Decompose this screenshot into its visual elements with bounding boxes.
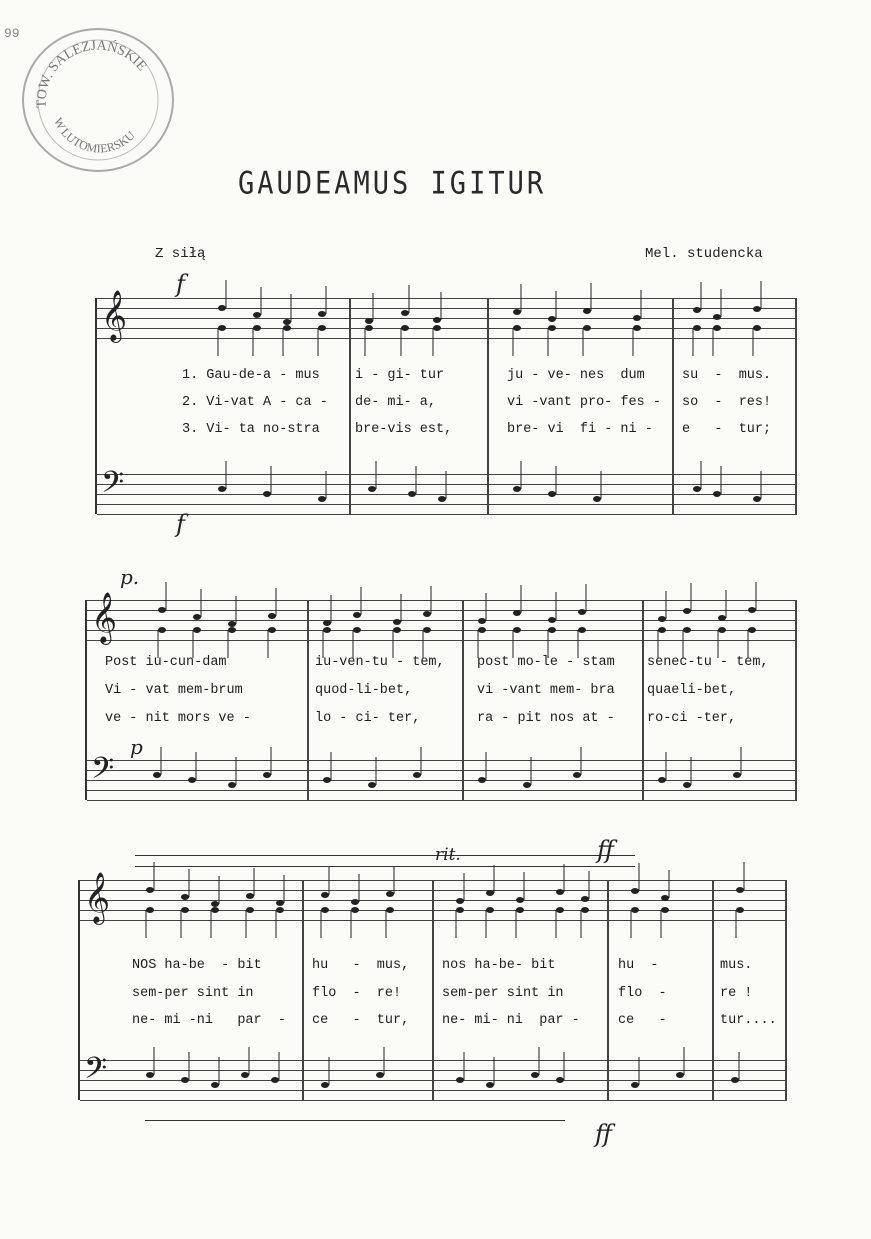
note-head xyxy=(368,486,376,492)
note-head xyxy=(323,627,331,633)
note-head xyxy=(658,777,666,783)
note-head xyxy=(753,325,761,331)
note-head xyxy=(516,907,524,913)
stamp xyxy=(22,28,174,172)
note-head xyxy=(246,893,254,899)
note-head xyxy=(753,306,761,312)
note-head xyxy=(211,907,219,913)
note-head xyxy=(713,491,721,497)
note-head xyxy=(693,325,701,331)
note-head xyxy=(228,627,236,633)
note-head xyxy=(253,312,261,318)
note-head xyxy=(321,892,329,898)
lyric-verse-2: 2. Vi-vat A - ca - xyxy=(182,395,328,410)
note-head xyxy=(386,891,394,897)
note-head xyxy=(365,325,373,331)
note-head xyxy=(283,319,291,325)
dynamic-fortissimo: ff xyxy=(597,836,615,864)
note-head xyxy=(401,310,409,316)
note-head xyxy=(748,627,756,633)
note-head xyxy=(181,894,189,900)
lyric-verse-3: ne- mi- ni par - xyxy=(442,1013,580,1028)
note-head xyxy=(438,496,446,502)
note-head xyxy=(181,907,189,913)
note-head xyxy=(486,1082,494,1088)
note-head xyxy=(318,311,326,317)
note-head xyxy=(393,619,401,625)
dynamic-fortissimo-bass: ff xyxy=(595,1120,613,1148)
note-head xyxy=(276,900,284,906)
note-head xyxy=(433,325,441,331)
note-head xyxy=(228,621,236,627)
note-head xyxy=(718,615,726,621)
lyric-verse-2: quaeli-bet, xyxy=(647,683,737,698)
note-head xyxy=(323,620,331,626)
note-head xyxy=(683,627,691,633)
note-head xyxy=(268,627,276,633)
lyric-verse-1: hu - mus, xyxy=(312,958,410,973)
svg-text:TOW. SALEZJAŃSKIE xyxy=(35,38,150,109)
melody-source: Mel. studencka xyxy=(645,246,763,262)
note-head xyxy=(228,782,236,788)
lyric-verse-2: de- mi- a, xyxy=(355,395,437,410)
note-head xyxy=(351,899,359,905)
note-head xyxy=(513,325,521,331)
note-head xyxy=(246,907,254,913)
note-head xyxy=(593,496,601,502)
lyric-verse-2: vi -vant mem- bra xyxy=(477,683,615,698)
bass-clef-icon: 𝄢 xyxy=(91,752,115,793)
note-head xyxy=(631,907,639,913)
lyric-verse-1: nos ha-be- bit xyxy=(442,958,556,973)
note-head xyxy=(218,325,226,331)
note-head xyxy=(513,486,521,492)
note-head xyxy=(193,627,201,633)
note-head xyxy=(146,887,154,893)
notes xyxy=(87,600,88,601)
note-head xyxy=(693,486,701,492)
note-head xyxy=(376,1072,384,1078)
lyric-verse-3: 3. Vi- ta no-stra xyxy=(182,422,320,437)
note-head xyxy=(486,890,494,896)
lyric-verse-2: flo - re! xyxy=(312,986,402,1001)
note-head xyxy=(318,496,326,502)
note-head xyxy=(146,907,154,913)
lyric-verse-3: e - tur; xyxy=(682,422,772,437)
note-head xyxy=(321,1082,329,1088)
bass-clef-icon: 𝄢 xyxy=(101,466,125,507)
lyric-verse-3: ce - tur, xyxy=(312,1013,410,1028)
note-head xyxy=(241,1072,249,1078)
note-head xyxy=(218,486,226,492)
dynamic-piano: p. xyxy=(120,565,140,589)
note-head xyxy=(321,907,329,913)
stamp-top-text: TOW. SALEZJAŃSKIE xyxy=(34,38,150,109)
stamp-bottom-text: W LUTOMIERSKU xyxy=(50,115,138,156)
crescendo-line xyxy=(145,1120,565,1121)
note-head xyxy=(456,1077,464,1083)
dynamic-piano-bass: p xyxy=(130,735,143,759)
note-head xyxy=(736,887,744,893)
note-head xyxy=(433,317,441,323)
note-head xyxy=(408,491,416,497)
lyric-verse-1: Post iu-cun-dam xyxy=(105,655,227,670)
lyric-verse-2: sem-per sint in xyxy=(442,986,564,1001)
note-head xyxy=(556,889,564,895)
lyric-verse-2: re ! xyxy=(720,986,753,1001)
note-head xyxy=(263,772,271,778)
note-head xyxy=(193,614,201,620)
note-head xyxy=(368,782,376,788)
lyric-verse-3: ra - pit nos at - xyxy=(477,711,615,726)
note-head xyxy=(478,777,486,783)
note-head xyxy=(486,907,494,913)
note-head xyxy=(693,307,701,313)
note-head xyxy=(188,777,196,783)
treble-clef-icon: 𝄞 xyxy=(101,290,128,341)
note-head xyxy=(276,907,284,913)
note-head xyxy=(548,325,556,331)
lyric-verse-1: 1. Gau-de-a - mus xyxy=(182,368,320,383)
note-head xyxy=(748,607,756,613)
system-2 xyxy=(85,592,797,800)
lyric-verse-1: su - mus. xyxy=(682,368,772,383)
note-head xyxy=(211,901,219,907)
lyric-verse-3: bre- vi fi - ni - xyxy=(507,422,653,437)
lyric-verse-1: hu - xyxy=(618,958,659,973)
notes xyxy=(97,298,98,299)
note-head xyxy=(351,907,359,913)
lyric-verse-2: quod-li-bet, xyxy=(315,683,413,698)
bass-staff xyxy=(97,474,797,514)
lyric-verse-2: flo - xyxy=(618,986,667,1001)
lyric-verse-3: lo - ci- ter, xyxy=(315,711,421,726)
lyric-verse-3: ro-ci -ter, xyxy=(647,711,737,726)
dynamic-forte: f xyxy=(176,270,185,298)
note-head xyxy=(353,612,361,618)
note-head xyxy=(271,1077,279,1083)
system-1 xyxy=(95,290,797,514)
note-head xyxy=(753,496,761,502)
treble-clef-icon: 𝄞 xyxy=(91,592,118,643)
note-head xyxy=(661,895,669,901)
note-head xyxy=(181,1077,189,1083)
note-head xyxy=(583,325,591,331)
lyric-verse-3: ve - nit mors ve - xyxy=(105,711,251,726)
lyric-verse-1: iu-ven-tu - tem, xyxy=(315,655,445,670)
note-head xyxy=(661,907,669,913)
note-head xyxy=(633,325,641,331)
note-head xyxy=(733,772,741,778)
note-head xyxy=(211,1082,219,1088)
note-head xyxy=(423,611,431,617)
note-head xyxy=(556,1077,564,1083)
note-head xyxy=(456,898,464,904)
note-head xyxy=(548,627,556,633)
lyric-verse-2: Vi - vat mem-brum xyxy=(105,683,243,698)
tempo-marking: Z siłą xyxy=(155,246,206,262)
note-head xyxy=(676,1072,684,1078)
note-head xyxy=(158,627,166,633)
lyric-verse-1: mus. xyxy=(720,958,753,973)
note-head xyxy=(531,1072,539,1078)
lyric-verse-2: sem-per sint in xyxy=(132,986,254,1001)
crescendo-line xyxy=(135,866,635,867)
note-head xyxy=(658,616,666,622)
note-head xyxy=(581,896,589,902)
note-head xyxy=(268,613,276,619)
note-head xyxy=(578,609,586,615)
lyric-verse-2: so - res! xyxy=(682,395,772,410)
note-head xyxy=(573,772,581,778)
note-head xyxy=(548,491,556,497)
notes xyxy=(80,880,81,881)
page-number: 99 xyxy=(4,26,20,41)
note-head xyxy=(731,1077,739,1083)
note-head xyxy=(578,627,586,633)
note-head xyxy=(153,772,161,778)
system-3 xyxy=(78,872,787,1100)
note-head xyxy=(478,618,486,624)
note-head xyxy=(516,897,524,903)
lyric-verse-3: ne- mi -ni par - xyxy=(132,1013,286,1028)
crescendo-line xyxy=(135,855,635,856)
note-head xyxy=(736,907,744,913)
note-head xyxy=(513,610,521,616)
lyric-verse-1: senec-tu - tem, xyxy=(647,655,769,670)
lyric-verse-3: ce - xyxy=(618,1013,667,1028)
lyric-verse-1: NOS ha-be - bit xyxy=(132,958,262,973)
note-head xyxy=(631,888,639,894)
lyric-verse-1: post mo-le - stam xyxy=(477,655,615,670)
note-head xyxy=(146,1072,154,1078)
note-head xyxy=(713,325,721,331)
treble-staff xyxy=(80,880,787,920)
note-head xyxy=(718,627,726,633)
note-head xyxy=(263,491,271,497)
note-head xyxy=(393,627,401,633)
note-head xyxy=(631,1082,639,1088)
treble-staff xyxy=(97,298,797,338)
note-head xyxy=(413,772,421,778)
note-head xyxy=(323,777,331,783)
lyric-verse-3: bre-vis est, xyxy=(355,422,453,437)
page-title: GAUDEAMUS IGITUR xyxy=(238,165,547,202)
note-head xyxy=(556,907,564,913)
note-head xyxy=(423,627,431,633)
note-head xyxy=(683,782,691,788)
dynamic-forte-bass: f xyxy=(176,510,185,538)
note-head xyxy=(583,308,591,314)
note-head xyxy=(365,318,373,324)
note-head xyxy=(386,907,394,913)
note-head xyxy=(353,627,361,633)
note-head xyxy=(253,325,261,331)
note-head xyxy=(218,305,226,311)
note-head xyxy=(658,627,666,633)
note-head xyxy=(456,907,464,913)
note-head xyxy=(513,309,521,315)
note-head xyxy=(548,617,556,623)
lyric-verse-3: tur.... xyxy=(720,1013,777,1028)
lyric-verse-2: vi -vant pro- fes - xyxy=(507,395,661,410)
note-head xyxy=(478,627,486,633)
note-head xyxy=(523,782,531,788)
lyric-verse-1: ju - ve- nes dum xyxy=(507,368,645,383)
lyric-verse-1: i - gi- tur xyxy=(355,368,445,383)
note-head xyxy=(158,607,166,613)
note-head xyxy=(713,314,721,320)
bass-clef-icon: 𝄢 xyxy=(84,1052,108,1093)
note-head xyxy=(683,608,691,614)
note-head xyxy=(633,315,641,321)
stamp-seal-icon xyxy=(24,30,172,170)
note-head xyxy=(283,325,291,331)
treble-clef-icon: 𝄞 xyxy=(84,872,111,923)
note-head xyxy=(581,907,589,913)
note-head xyxy=(513,627,521,633)
note-head xyxy=(318,325,326,331)
note-head xyxy=(548,316,556,322)
note-head xyxy=(401,325,409,331)
ritardando-marking: rit. xyxy=(435,845,461,865)
